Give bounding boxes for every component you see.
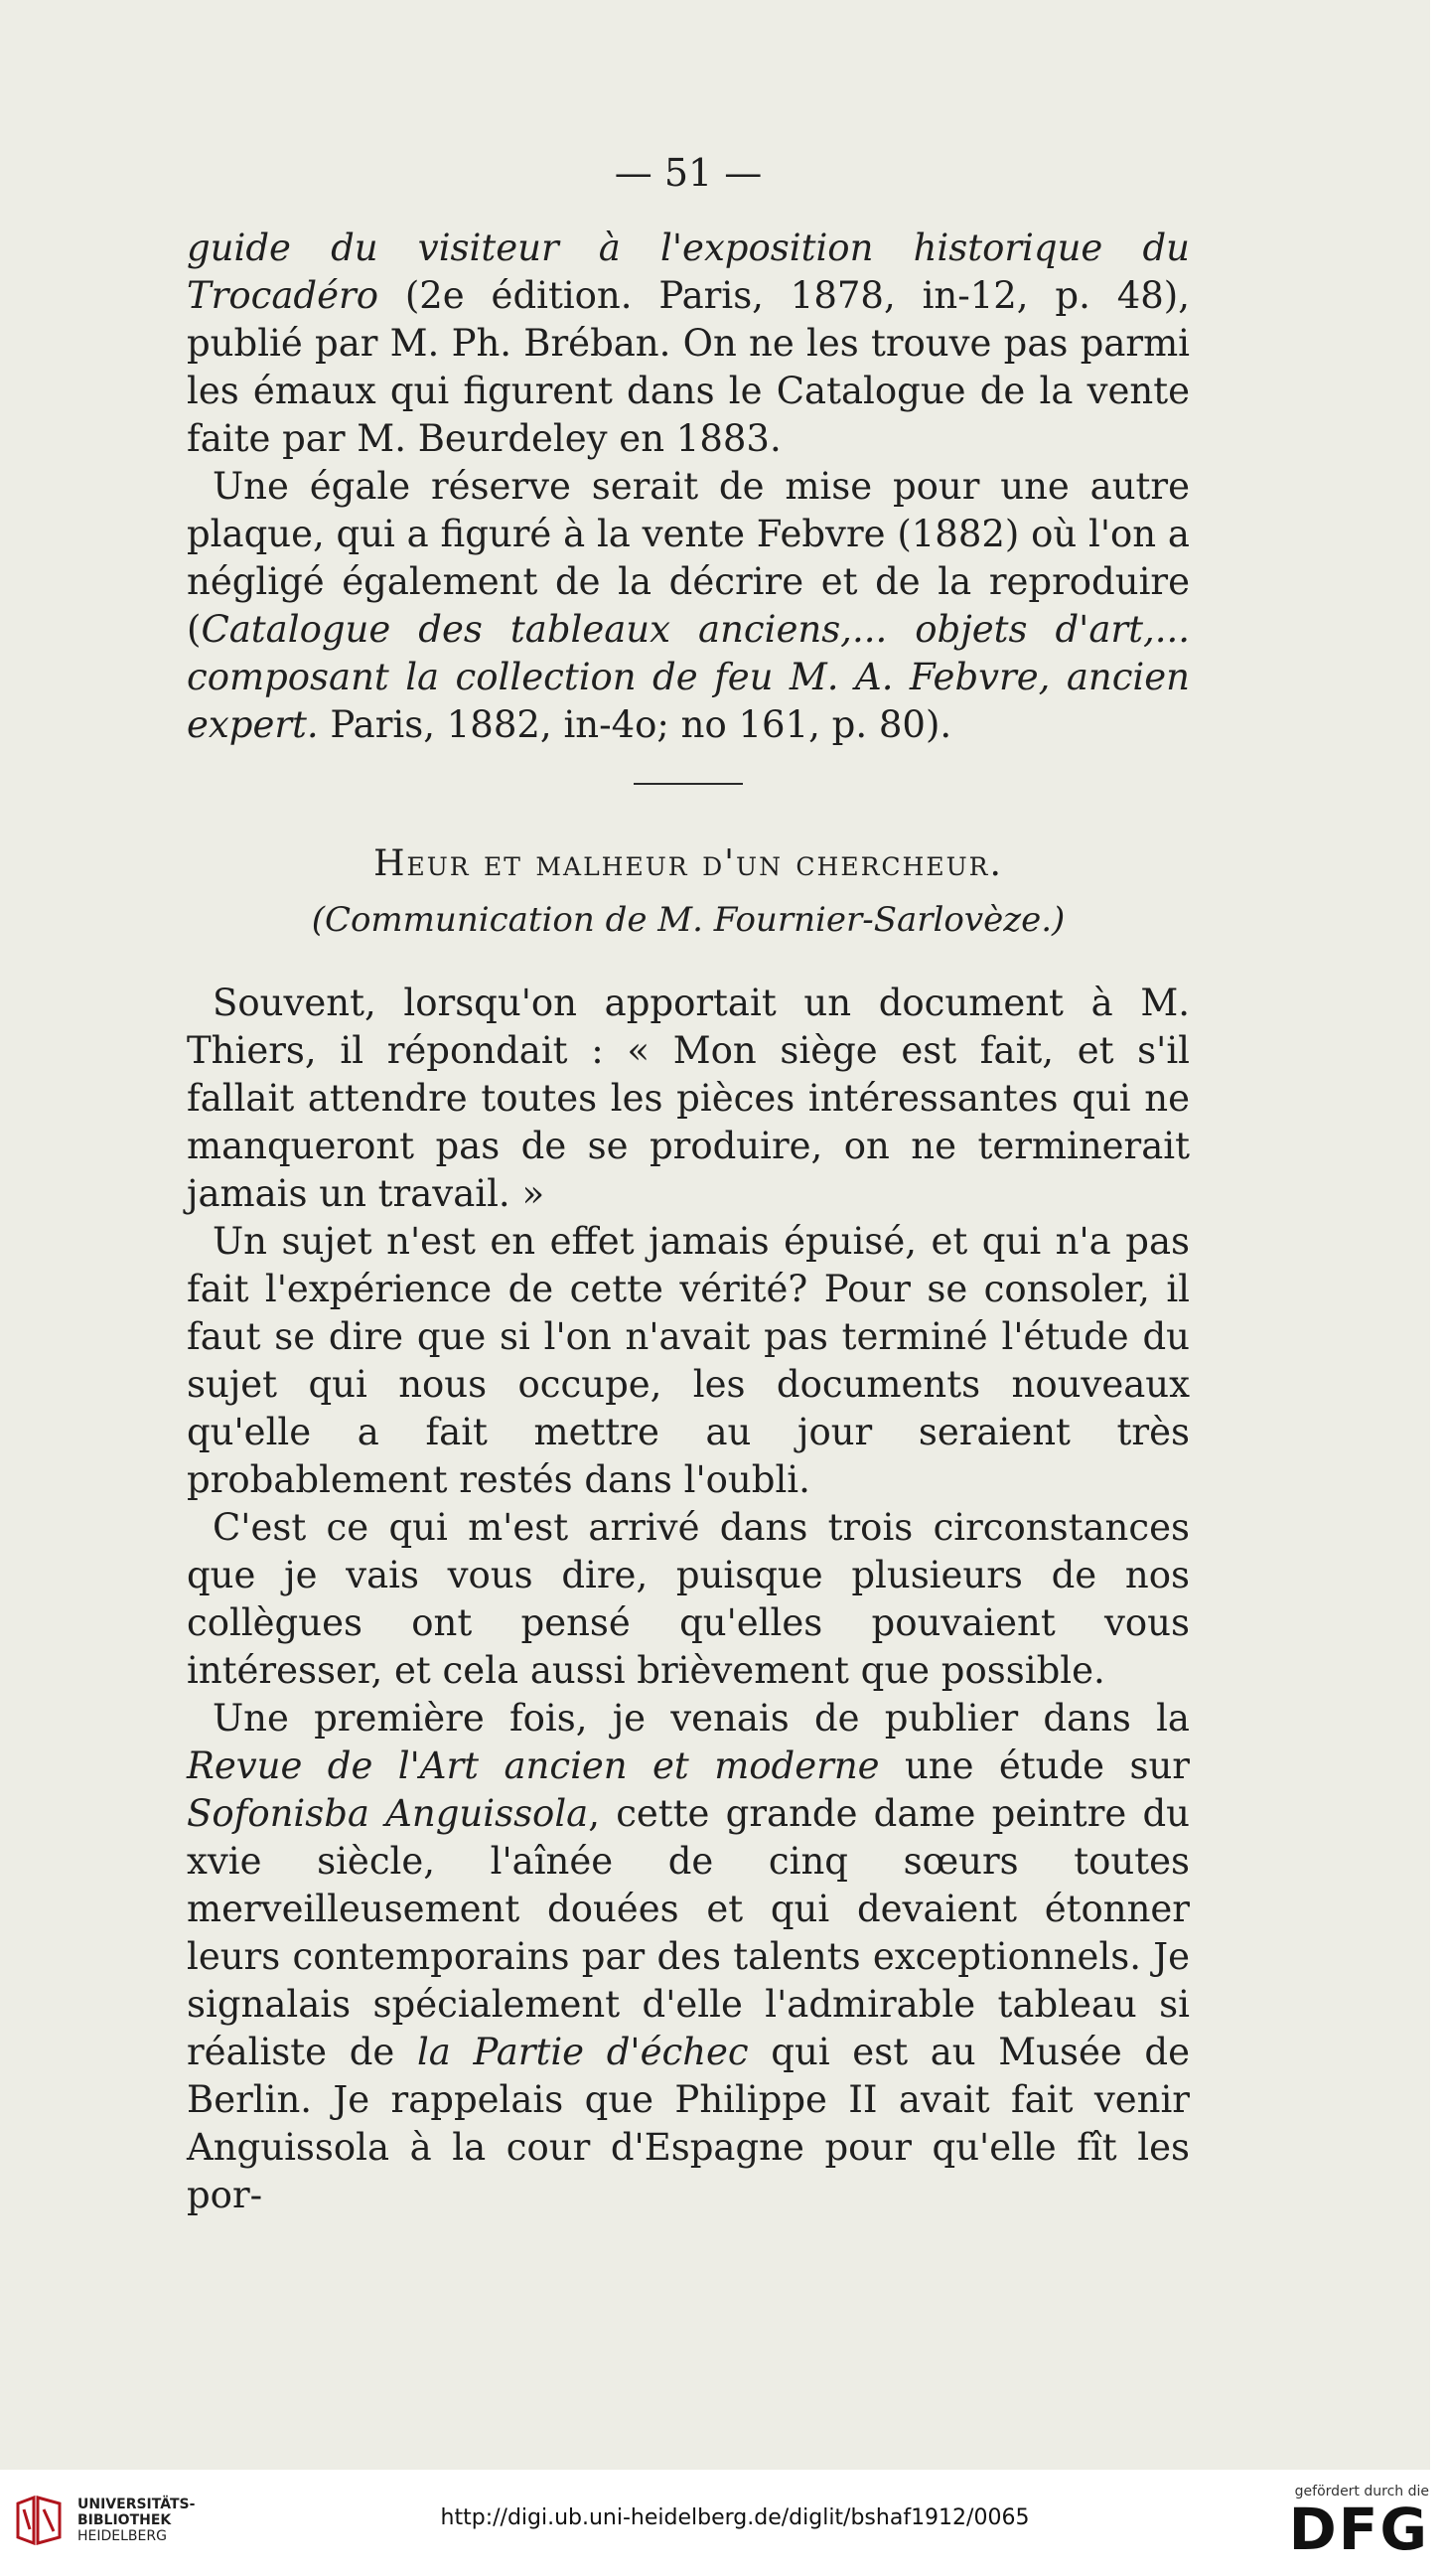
library-line-2: BIBLIOTHEK bbox=[77, 2512, 172, 2528]
italic-text-run: la Partie d'échec bbox=[416, 2031, 749, 2073]
library-name bbox=[77, 2497, 195, 2544]
paragraph bbox=[187, 1218, 1190, 1504]
paragraphs-before bbox=[187, 225, 1190, 749]
library-line-3: HEIDELBERG bbox=[77, 2528, 167, 2544]
text-run: , cette grande dame peintre du xvie siècle, l'aînée de cinq sœurs toutes merveilleusement douées et qui devaient étonner leurs contemporains par des talents exceptionnels. Je signalais spécialement d'elle l'admirable tableau si réaliste de bbox=[187, 1792, 1190, 2073]
section-divider bbox=[634, 783, 743, 785]
permalink-url[interactable]: http://digi.ub.uni-heidelberg.de/diglit/bshaf1912/0065 bbox=[440, 2505, 1030, 2530]
text-run: C'est ce qui m'est arrivé dans trois circonstances que je vais vous dire, puisque plusieurs de nos collègues ont pensé qu'elles pouvaient vous intéresser, et cela aussi brièvement que possible. bbox=[187, 1506, 1190, 1692]
italic-text-run: Revue de l'Art ancien et moderne bbox=[187, 1744, 880, 1787]
dfg-logo[interactable] bbox=[1288, 2484, 1429, 2563]
text-run: qui est au Musée de Berlin. Je rappelais que Philippe II avait fait venir Anguissola à la cour d'Espagne pour qu'elle fît les por- bbox=[187, 2031, 1190, 2216]
paragraph bbox=[187, 225, 1190, 463]
text-run: Une égale réserve serait de mise pour une autre plaque, qui a figuré à la vente Febvre (1882) où l'on a négligé également de la décrire et de la reproduire ( bbox=[187, 465, 1190, 651]
page-edge bbox=[1430, 0, 1447, 2470]
text-block bbox=[187, 149, 1190, 2219]
paragraph bbox=[187, 1504, 1190, 1695]
section-heading: Heur et malheur d'un chercheur. bbox=[373, 843, 1003, 884]
paragraphs-after bbox=[187, 980, 1190, 2219]
text-run: Souvent, lorsqu'on apportait un document à M. Thiers, il répondait : « Mon siège est fait, et s'il fallait attendre toutes les pièces intéressantes qui ne manqueront pas de se produire, on ne terminerait jamais un travail. » bbox=[187, 982, 1190, 1215]
footer-bar bbox=[0, 2470, 1447, 2576]
library-logo[interactable] bbox=[14, 2494, 195, 2547]
text-run: Paris, 1882, in-4o; no 161, p. 80). bbox=[318, 703, 952, 746]
italic-text-run: Sofonisba Anguissola bbox=[187, 1792, 589, 1835]
italic-text-run: Catalogue des tableaux anciens,... objets d'art,... composant la collection de feu M. A. Febvre, ancien expert. bbox=[187, 608, 1190, 746]
text-run: (2e édition. Paris, 1878, in-12, p. 48), publié par M. Ph. Bréban. On ne les trouve pas parmi les émaux qui figurent dans le Catalogue de la vente faite par M. Beurdeley en 1883. bbox=[187, 274, 1190, 460]
funded-by-label: gefördert durch die bbox=[1294, 2484, 1429, 2500]
italic-text-run: guide du visiteur à l'exposition historique du Trocadéro bbox=[187, 227, 1190, 317]
paragraph bbox=[187, 463, 1190, 749]
section-subheading: (Communication de M. Fournier-Sarlovèze.) bbox=[311, 900, 1066, 940]
paragraph bbox=[187, 1695, 1190, 2219]
library-line-1: UNIVERSITÄTS- bbox=[77, 2497, 196, 2512]
text-run: une étude sur bbox=[879, 1744, 1190, 1787]
library-seal-icon bbox=[14, 2494, 64, 2547]
text-run: Un sujet n'est en effet jamais épuisé, et qui n'a pas fait l'expérience de cette vérité? Pour se consoler, il faut se dire que si l'on n'avait pas terminé l'étude du sujet qui nous occupe, les documents nouveaux qu'elle a fait mettre au jour seraient très probablement restés dans l'oubli. bbox=[187, 1220, 1190, 1501]
text-run: Une première fois, je venais de publier dans la bbox=[213, 1697, 1190, 1740]
dfg-wordmark: DFG bbox=[1288, 2496, 1429, 2563]
paragraph bbox=[187, 980, 1190, 1218]
page-number: — 51 — bbox=[614, 151, 763, 195]
